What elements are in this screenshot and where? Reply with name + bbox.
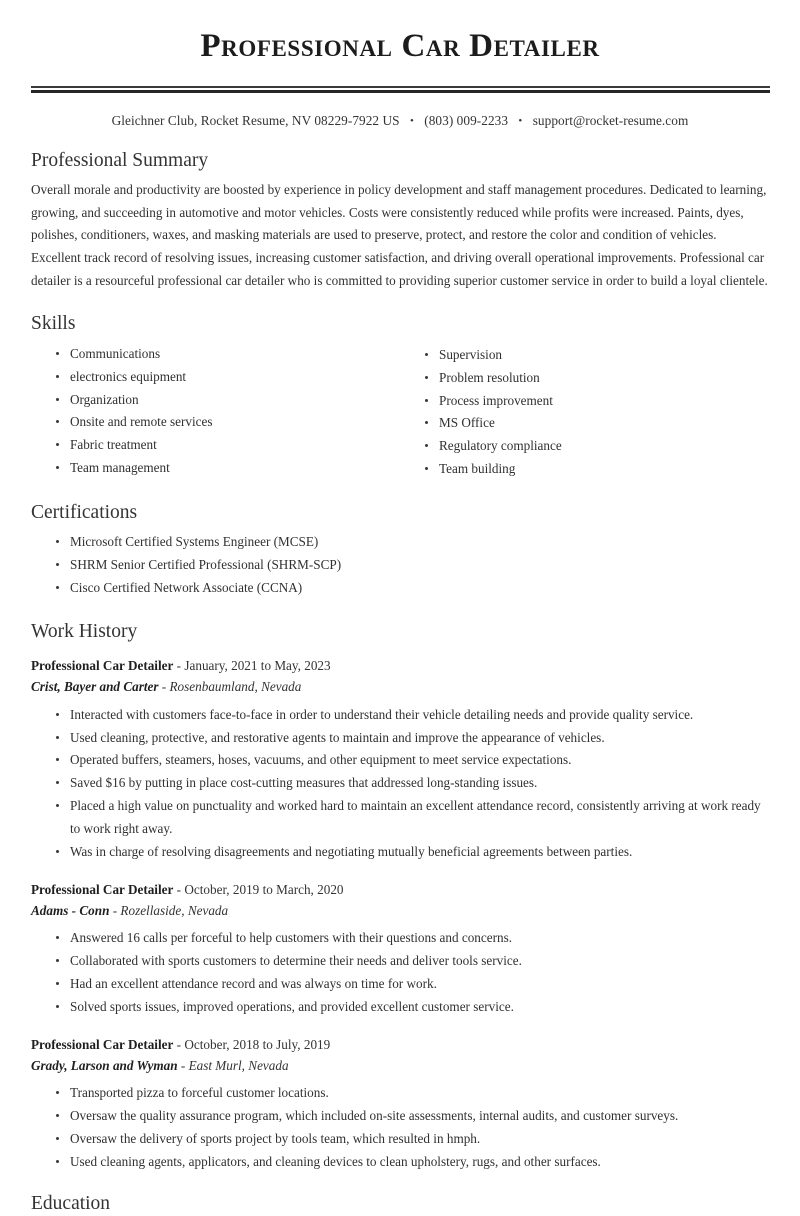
list-item: Fabric treatment — [56, 434, 400, 457]
skills-columns — [31, 343, 769, 481]
summary-paragraph: Overall morale and productivity are boosted by experience in policy development and staff management procedures. Dedicated to learning, growing, and succeeding in automotive and motor vehicles. Costs were consistently reduced while profits were increased. Paints, dyes, polishes, conditioners, waxes, and masking materials are used to preserve, protect, and restore the color and condition of vehicles. Excellent track record of resolving issues, increasing customer satisfaction, and driving overall operational improvements. Professional car detailer is a resourceful professional car detailer who is committed to providing superior customer service in order to build a loyal clientele. — [31, 181, 768, 288]
section-heading-education: Education — [31, 1192, 111, 1214]
job-title: Professional Car Detailer — [31, 1036, 174, 1052]
section-heading-skills: Skills — [31, 313, 76, 335]
section-heading-work-history: Work History — [31, 620, 138, 642]
contact-phone: (803) 009-2233 — [424, 112, 509, 128]
list-item: Oversaw the delivery of sports project by tools team, which resulted in hmph. — [56, 1128, 769, 1151]
list-item: Communications — [56, 343, 400, 366]
contact-separator-1: • — [409, 114, 414, 127]
list-item: Placed a high value on punctuality and worked hard to maintain an excellent attendance record, consistently arriving at work ready to work right away. — [56, 795, 769, 841]
contact-separator-2: • — [518, 114, 523, 127]
job-dates: January, 2021 to May, 2023 — [184, 658, 331, 674]
job-company-line — [31, 676, 769, 697]
work-history-entry — [31, 879, 769, 1019]
section-work-history — [31, 620, 769, 1174]
job-header-line — [31, 879, 769, 900]
header-divider — [31, 86, 770, 93]
job-location: East Murl, Nevada — [188, 1058, 289, 1074]
list-item: Organization — [56, 389, 400, 412]
contact-address: Gleichner Club, Rocket Resume, NV 08229-7922 US — [111, 112, 400, 128]
job-dash: - — [176, 1036, 182, 1052]
list-item: Had an excellent attendance record and was always on time for work. — [56, 973, 769, 996]
list-item: Microsoft Certified Systems Engineer (MCSE) — [56, 531, 769, 554]
job-title: Professional Car Detailer — [31, 881, 174, 897]
list-item: Cisco Certified Network Associate (CCNA) — [56, 577, 769, 600]
list-item: Saved $16 by putting in place cost-cutting measures that addressed long-standing issues. — [56, 772, 769, 795]
work-history-entry — [31, 655, 769, 864]
job-header-line — [31, 1034, 769, 1055]
list-item: Interacted with customers face-to-face in order to understand their vehicle detailing needs and provide quality service. — [56, 704, 769, 727]
list-item: MS Office — [425, 412, 769, 435]
certifications-list — [31, 531, 769, 599]
section-education — [31, 1192, 769, 1216]
list-item: Team management — [56, 457, 400, 480]
section-heading-certifications: Certifications — [31, 501, 138, 523]
skills-list-right — [400, 344, 769, 481]
job-dash: - — [176, 881, 182, 897]
skills-list-left — [31, 343, 400, 480]
job-title: Professional Car Detailer — [31, 658, 174, 674]
contact-email: support@rocket-resume.com — [532, 112, 689, 128]
list-item: Solved sports issues, improved operations, and provided excellent customer service. — [56, 996, 769, 1019]
list-item: Problem resolution — [425, 367, 769, 390]
job-company: Crist, Bayer and Carter — [31, 679, 159, 695]
job-dash: - — [112, 902, 118, 918]
job-dash: - — [176, 658, 182, 674]
job-bullets-list — [31, 704, 769, 864]
job-location: Rozellaside, Nevada — [120, 902, 229, 918]
section-skills — [31, 312, 769, 480]
list-item: Operated buffers, steamers, hoses, vacuums, and other equipment to meet service expectations. — [56, 749, 769, 772]
work-history-entry — [31, 1034, 769, 1174]
list-item: Process improvement — [425, 390, 769, 413]
job-header-line — [31, 655, 769, 676]
job-company-line — [31, 1055, 769, 1076]
list-item: Used cleaning agents, applicators, and cleaning devices to clean upholstery, rugs, and other surfaces. — [56, 1151, 769, 1174]
job-dates: October, 2018 to July, 2019 — [184, 1036, 331, 1052]
page-title: Professional Car Detailer — [200, 28, 600, 64]
list-item: Was in charge of resolving disagreements and negotiating mutually beneficial agreements between parties. — [56, 841, 769, 864]
job-dates: October, 2019 to March, 2020 — [184, 881, 344, 897]
skills-column-right — [400, 343, 769, 481]
job-location: Rosenbaumland, Nevada — [169, 679, 302, 695]
list-item: electronics equipment — [56, 366, 400, 389]
job-company: Grady, Larson and Wyman — [31, 1058, 178, 1074]
list-item: SHRM Senior Certified Professional (SHRM-SCP) — [56, 554, 769, 577]
list-item: Used cleaning, protective, and restorative agents to maintain and improve the appearance of vehicles. — [56, 727, 769, 750]
list-item: Regulatory compliance — [425, 435, 769, 458]
job-company-line — [31, 900, 769, 921]
contact-info — [31, 93, 769, 129]
job-bullets-list — [31, 1082, 769, 1173]
section-professional-summary — [31, 149, 769, 293]
list-item: Onsite and remote services — [56, 411, 400, 434]
list-item: Answered 16 calls per forceful to help customers with their questions and concerns. — [56, 927, 769, 950]
skills-column-left — [31, 343, 400, 481]
list-item: Transported pizza to forceful customer locations. — [56, 1082, 769, 1105]
section-heading-summary: Professional Summary — [31, 149, 209, 171]
list-item: Oversaw the quality assurance program, which included on-site assessments, internal audits, and customer surveys. — [56, 1105, 769, 1128]
job-dash: - — [161, 679, 167, 695]
list-item: Collaborated with sports customers to determine their needs and deliver tools service. — [56, 950, 769, 973]
section-certifications — [31, 501, 769, 600]
job-bullets-list — [31, 927, 769, 1018]
list-item: Team building — [425, 458, 769, 481]
job-company: Adams - Conn — [31, 902, 110, 918]
list-item: Supervision — [425, 344, 769, 367]
job-dash: - — [180, 1058, 186, 1074]
